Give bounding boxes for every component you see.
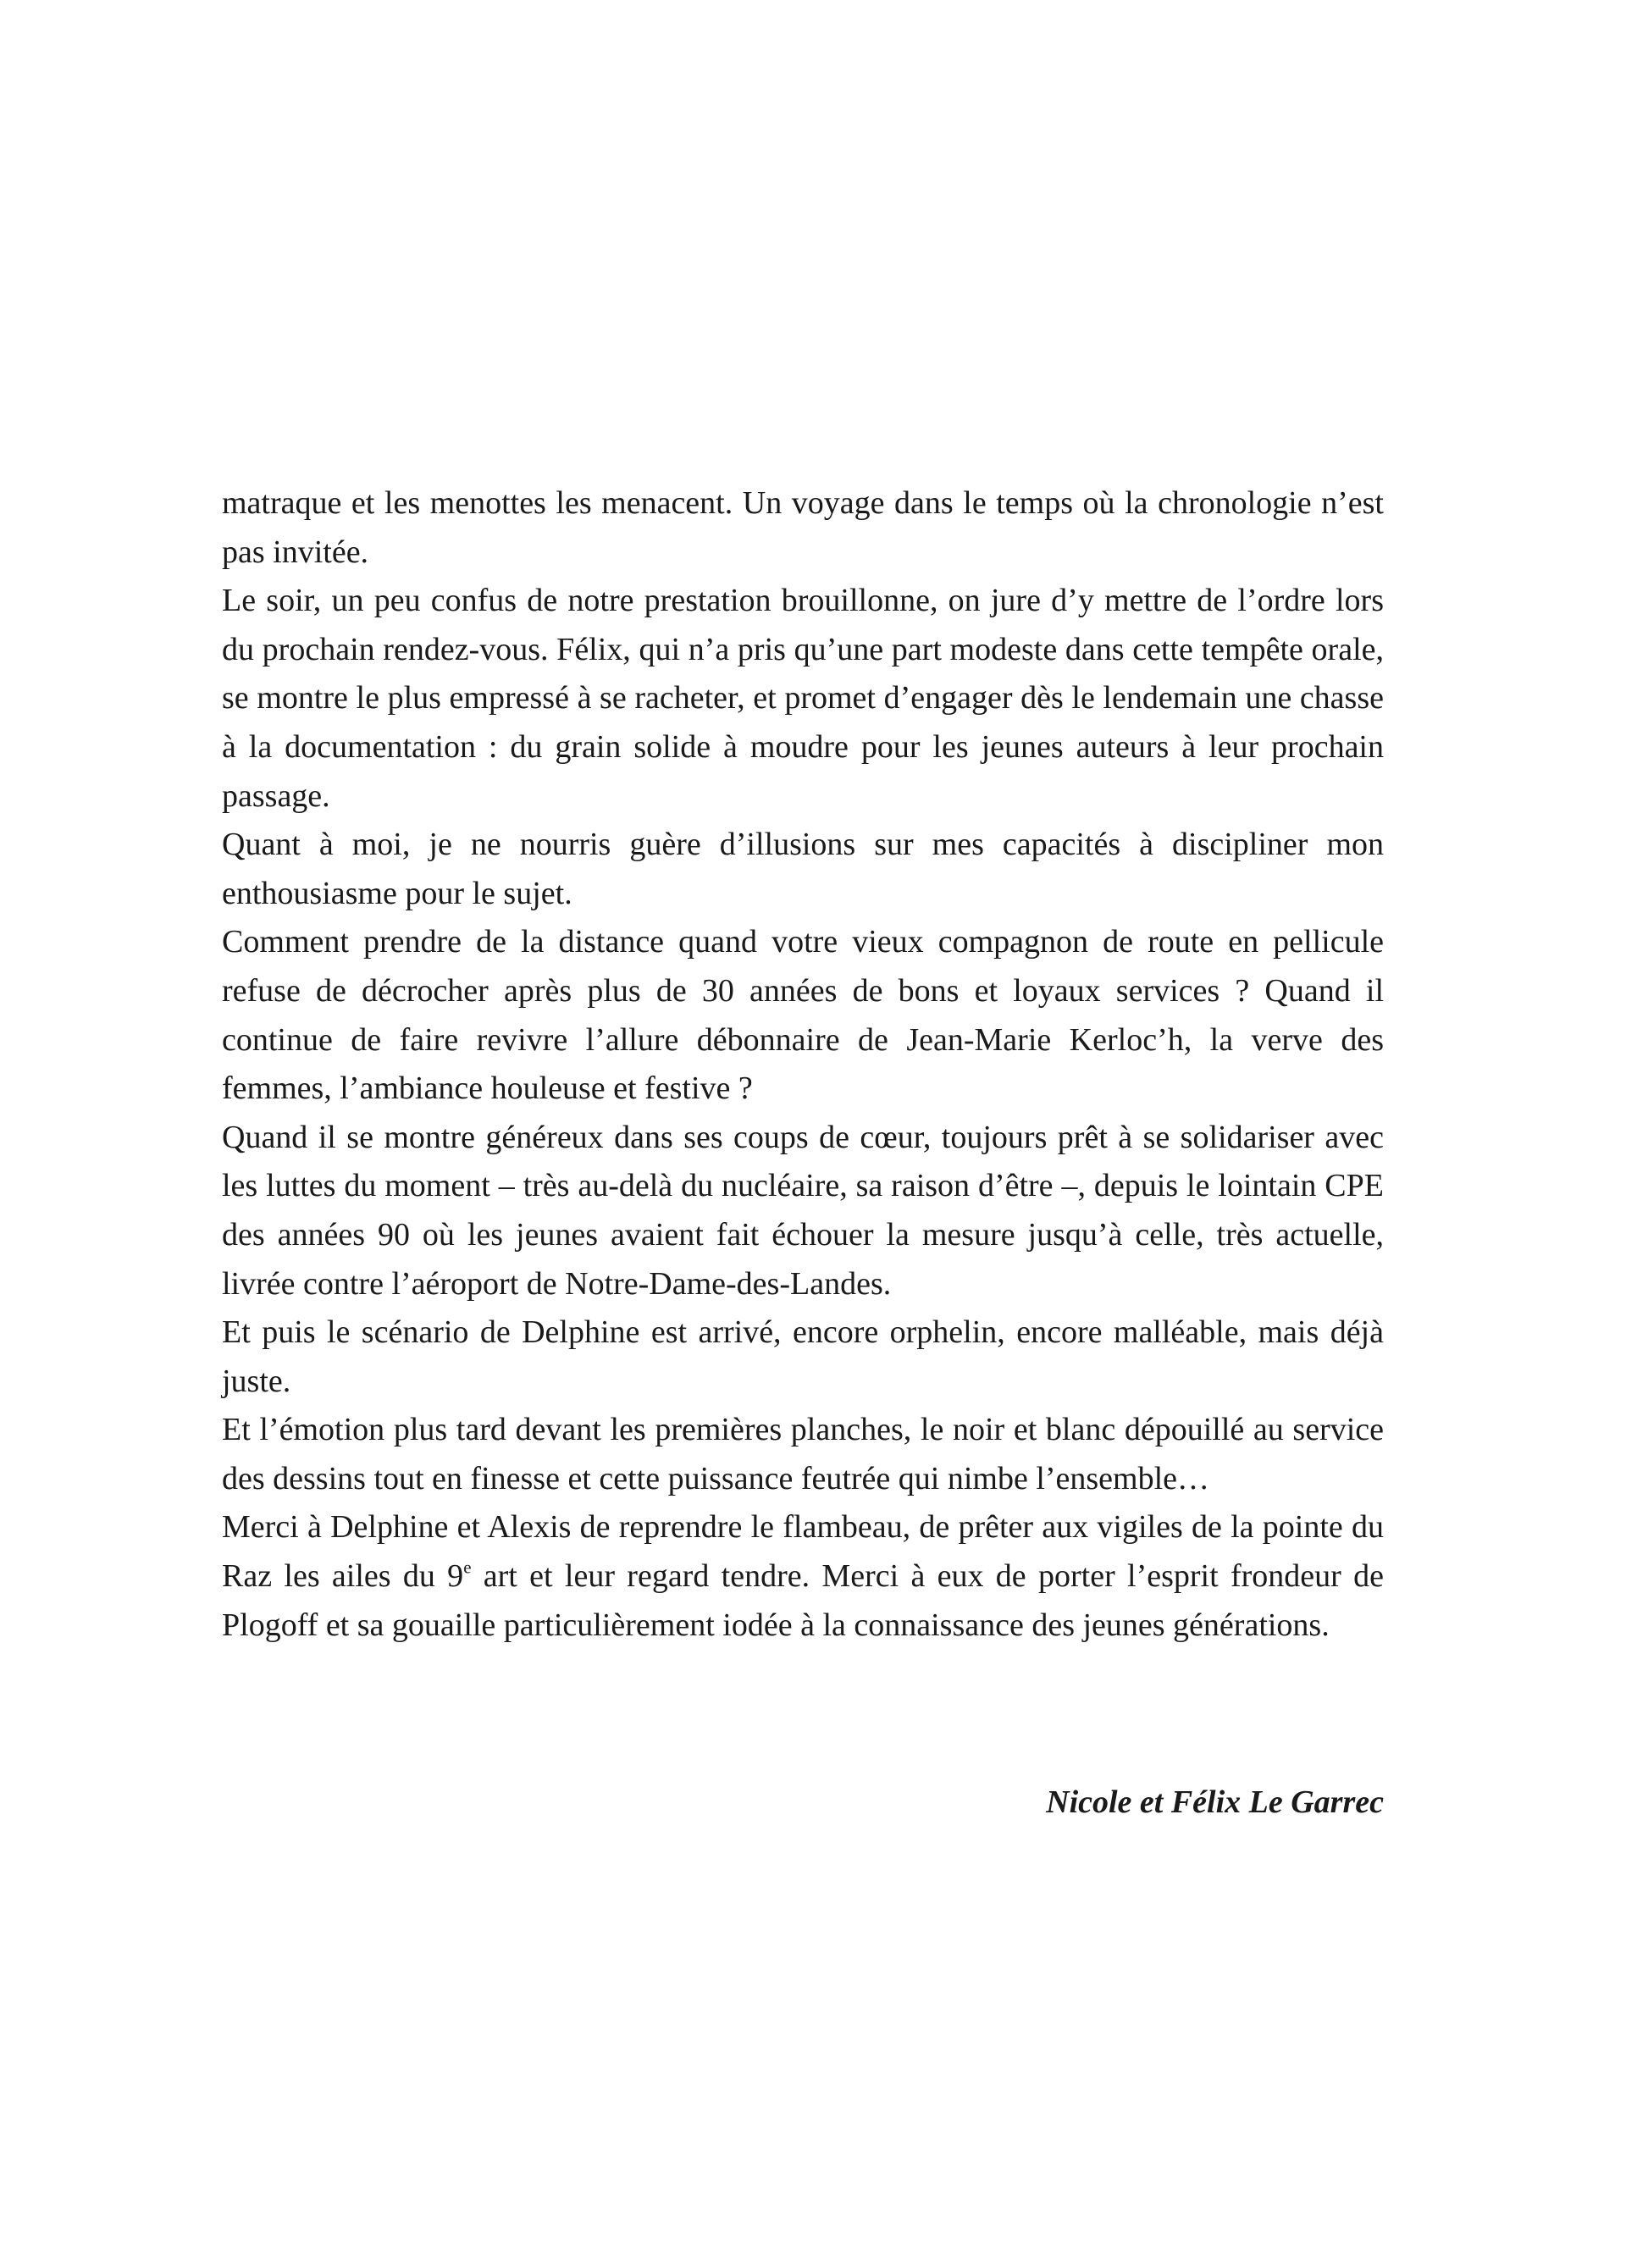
paragraph: Quant à moi, je ne nourris guère d’illusions sur mes capacités à discipliner mon enthousiasme pour le sujet.	[222, 827, 1384, 911]
paragraph-last-end: art et leur regard tendre. Merci à eux de porter l’esprit frondeur de Plogoff et sa gouaille particulièrement iodée à la connaissance des jeunes générations.	[222, 1558, 1384, 1643]
paragraph-last	[222, 1503, 1384, 1650]
paragraph: Et puis le scénario de Delphine est arrivé, encore orphelin, encore malléable, mais déjà juste.	[222, 1314, 1384, 1399]
paragraph: Et l’émotion plus tard devant les premières planches, le noir et blanc dépouillé au service des dessins tout en finesse et cette puissance feutrée qui nimbe l’ensemble…	[222, 1412, 1384, 1496]
paragraph-last-start: Merci à Delphine et Alexis de reprendre le flambeau, de prêter aux vigiles de la pointe du Raz les ailes du 9	[222, 1509, 1384, 1595]
signature: Nicole et Félix Le Garrec	[1046, 1784, 1384, 1820]
paragraph: Le soir, un peu confus de notre prestation brouillonne, on jure d’y mettre de l’ordre lors du prochain rendez-vous. Félix, qui n’a pris qu’une part modeste dans cette tempête orale, se montre le plus empressé à se racheter, et promet d’engager dès le lendemain une chasse à la documentation : du grain solide à moudre pour les jeunes auteurs à leur prochain passage.	[222, 583, 1384, 814]
paragraph: Comment prendre de la distance quand votre vieux compagnon de route en pellicule refuse de décrocher après plus de 30 années de bons et loyaux services ? Quand il continue de faire revivre l’allure débonnaire de Jean-Marie Kerloc’h, la verve des femmes, l’ambiance houleuse et festive ?	[222, 924, 1384, 1107]
paragraph: Quand il se montre généreux dans ses coups de cœur, toujours prêt à se solidariser avec les luttes du moment – très au-delà du nucléaire, sa raison d’être –, depuis le lointain CPE des années 90 où les jeunes avaient fait échouer la mesure jusqu’à celle, très actuelle, livrée contre l’aéroport de Notre-Dame-des-Landes.	[222, 1119, 1384, 1302]
body-text	[222, 479, 1384, 1650]
superscript-e: e	[463, 1557, 472, 1578]
paragraph: matraque et les menottes les menacent. Un voyage dans le temps où la chronologie n’est pas invitée.	[222, 485, 1384, 570]
